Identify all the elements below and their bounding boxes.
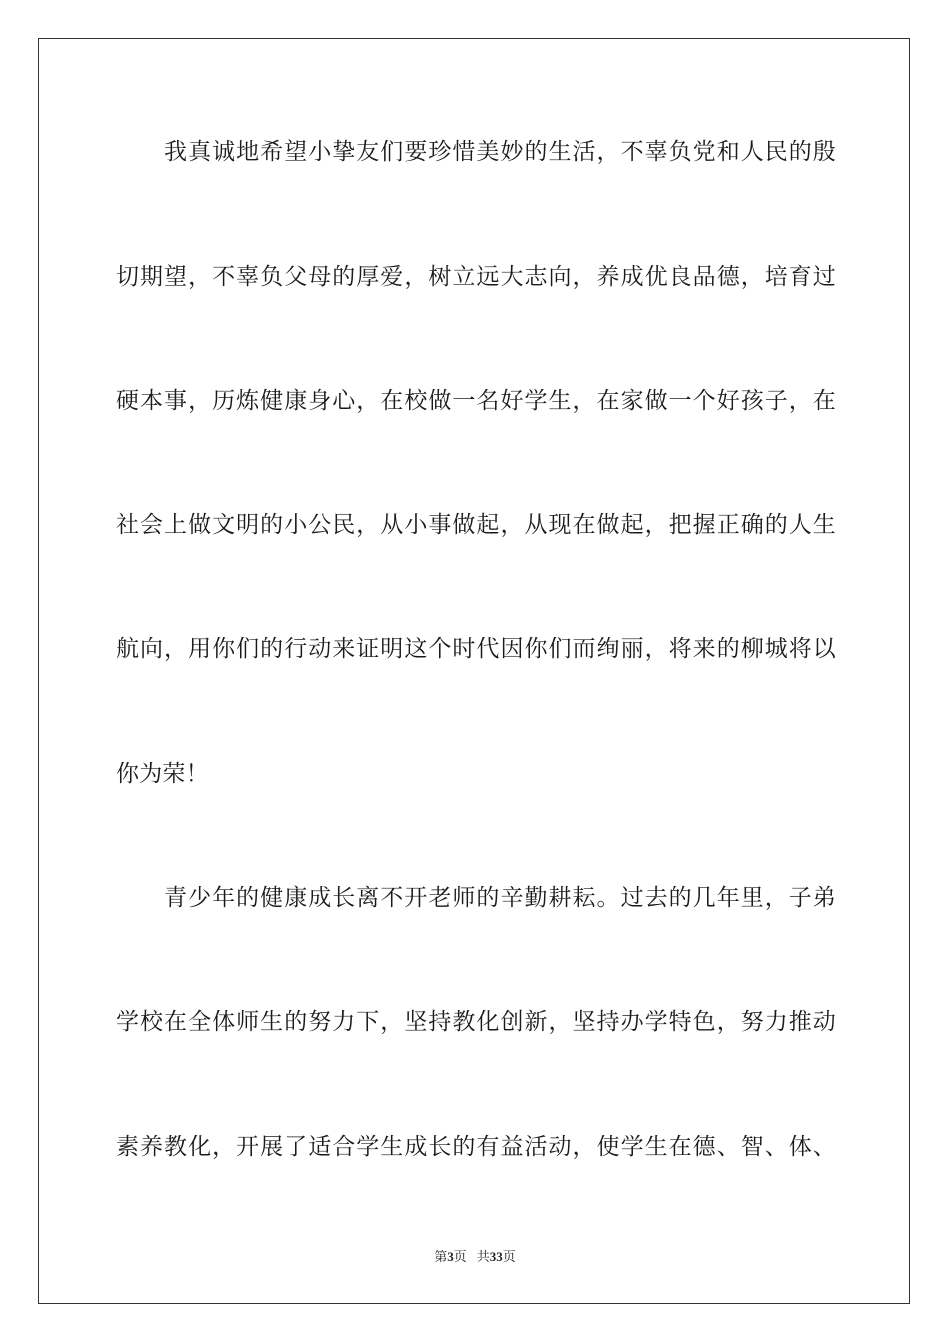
text-line: 硬本事，历炼健康身心，在校做一名好学生，在家做一个好孩子，在	[116, 388, 836, 414]
text-line: 航向，用你们的行动来证明这个时代因你们而绚丽，将来的柳城将以	[116, 636, 836, 662]
page-prefix: 第	[434, 1250, 448, 1265]
text-line: 切期望，不辜负父母的厚爱，树立远大志向，养成优良品德，培育过	[116, 264, 836, 290]
text-line: 我真诚地希望小挚友们要珍惜美妙的生活，不辜负党和人民的殷	[116, 139, 836, 165]
page-footer	[0, 1248, 950, 1267]
text-line: 学校在全体师生的努力下，坚持教化创新，坚持办学特色，努力推动	[116, 1009, 836, 1035]
page-number: 3	[447, 1249, 454, 1264]
text-line: 素养教化，开展了适合学生成长的有益活动，使学生在德、智、体、	[116, 1134, 836, 1160]
page-border	[38, 38, 910, 1304]
text-line: 社会上做文明的小公民，从小事做起，从现在做起，把握正确的人生	[116, 512, 836, 538]
total-prefix: 共	[476, 1250, 490, 1265]
text-line: 你为荣！	[116, 761, 209, 787]
page-suffix: 页	[453, 1250, 467, 1265]
total-pages: 33	[489, 1249, 503, 1264]
text-line: 青少年的健康成长离不开老师的辛勤耕耘。过去的几年里，子弟	[116, 885, 836, 911]
total-suffix: 页	[502, 1250, 516, 1265]
